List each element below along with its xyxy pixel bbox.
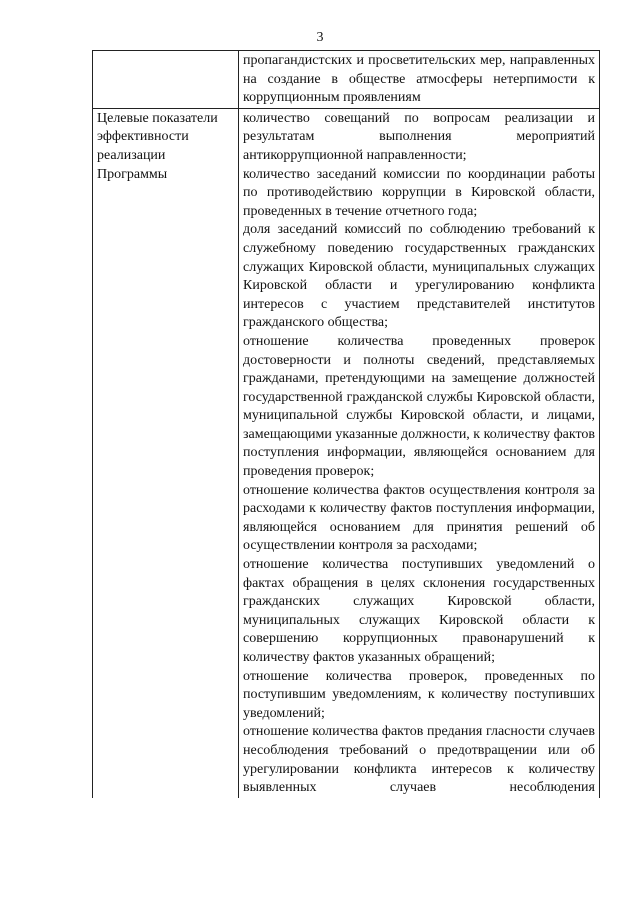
paragraph: отношение количества фактов осуществления контроля за расходами к количеству фактов поступления информации, являющейся основанием для принятия решений об осуществлении контроля за расходами; [243,482,595,554]
row-label-cell: Целевые показатели эффективности реализации Программы [93,108,239,797]
table-row [93,108,600,797]
program-passport-table [92,50,600,798]
paragraph: пропагандистских и просветительских мер, направленных на создание в обществе атмосферы нетерпимости к коррупционным проявлениям [243,53,595,106]
paragraph: количество заседаний комиссии по координации работы по противодействию коррупции в Кировской области, проведенных в течение отчетного года; [243,166,595,219]
paragraph: отношение количества проведенных проверок достоверности и полноты сведений, представляемых гражданами, претендующими на замещение должностей государственной гражданской службы Кировской области, муниципальной службы Кировской области, и лицами, замещающими указанные должности, к количеству фактов поступления информации, являющейся основанием для проведения проверок; [243,333,596,480]
row-content-cell [239,51,600,109]
row-label-cell [93,51,239,109]
row-content-cell [239,108,600,797]
table-row [93,51,600,109]
paragraph: количество совещаний по вопросам реализации и результатам выполнения мероприятий антикоррупционной направленности; [243,110,595,163]
paragraph: отношение количества проверок, проведенных по поступившим уведомлениям, к количеству поступивших уведомлений; [243,668,595,721]
page-number: 3 [316,30,324,45]
paragraph: отношение количества фактов предания гласности случаев несоблюдения требований о предотвращении или об урегулировании конфликта интересов к количеству выявленных случаев несоблюдения [243,724,595,796]
paragraph: отношение количества поступивших уведомлений о фактах обращения в целях склонения государственных гражданских служащих Кировской области, муниципальных служащих Кировской области к совершению коррупционных правонарушений к количеству фактов указанных обращений; [243,557,595,665]
paragraph: доля заседаний комиссий по соблюдению требований к служебному поведению государственных гражданских служащих Кировской области, муниципальных служащих Кировской области и урегулированию конфликта интересов с участием представителей институтов гражданского общества; [243,222,595,331]
